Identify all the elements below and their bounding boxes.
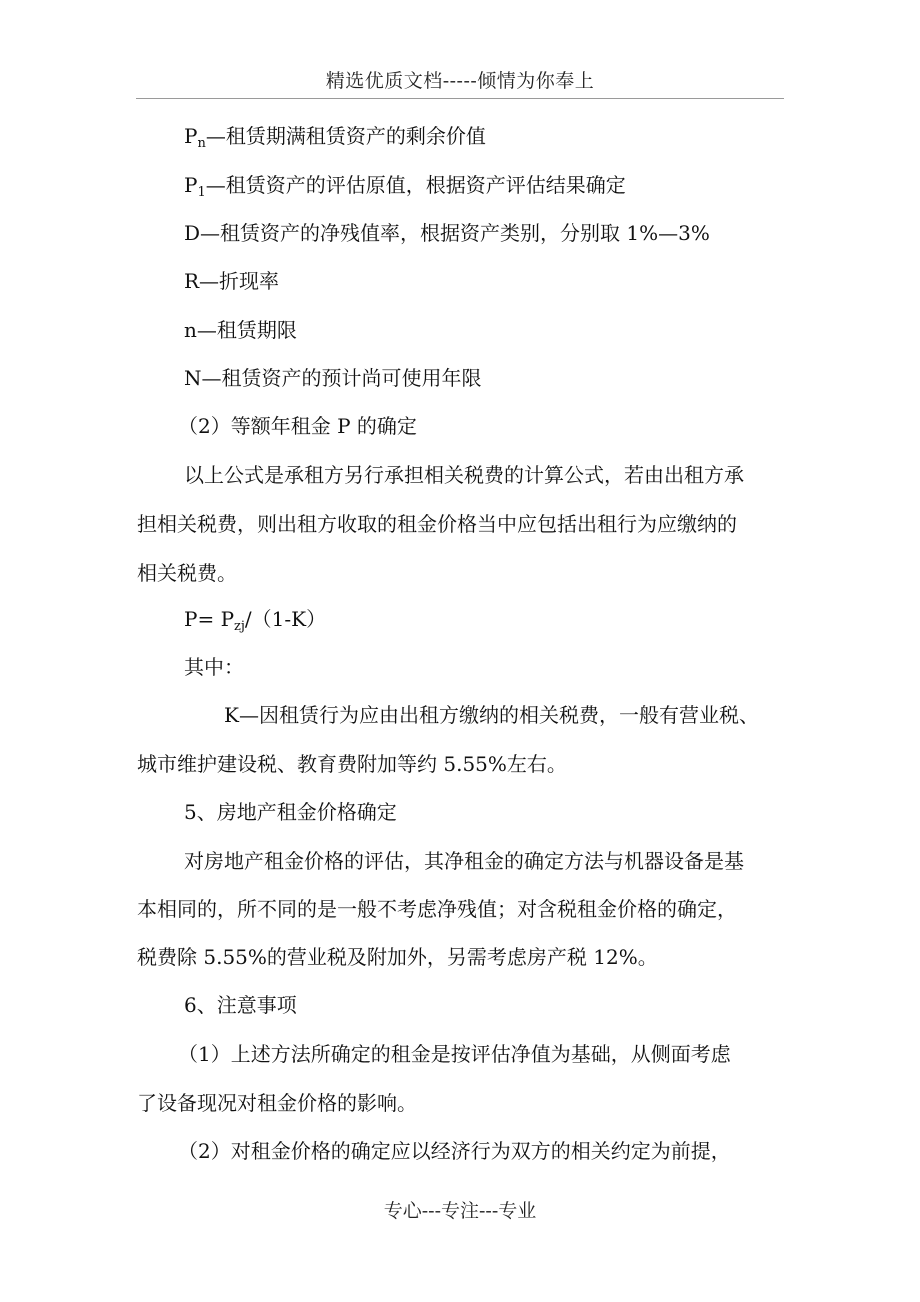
definition-d: D—租赁资产的净残值率，根据资产类别，分别取 1%—3% — [184, 221, 710, 245]
definition-p1 — [184, 173, 626, 200]
section5-para-line: 税费除 5.55%的营业税及附加外，另需考虑房产税 12%。 — [137, 945, 658, 969]
section6-item2-line: （2）对租金价格的确定应以经济行为双方的相关约定为前提， — [178, 1139, 731, 1163]
k-definition-line: 城市维护建设税、教育费附加等约 5.55%左右。 — [137, 752, 567, 776]
page-header: 精选优质文档-----倾情为你奉上 — [325, 70, 595, 92]
header-divider — [136, 98, 784, 99]
definition-p1-text: —租赁资产的评估原值，根据资产评估结果确定 — [205, 173, 626, 197]
section2-para-line: 相关税费。 — [137, 561, 237, 585]
formula-right: /（1-K） — [244, 607, 327, 631]
rent-formula — [184, 607, 327, 634]
section5-heading: 5、房地产租金价格确定 — [184, 800, 397, 824]
subscript-1: 1 — [197, 185, 206, 200]
section5-para-line: 本相同的，所不同的是一般不考虑净残值；对含税租金价格的确定， — [137, 897, 737, 921]
definition-n-lease: n—租赁期限 — [184, 318, 297, 342]
definition-n-life: N—租赁资产的预计尚可使用年限 — [184, 366, 482, 390]
page-footer: 专心---专注---专业 — [383, 1200, 537, 1222]
formula-subscript-zj: zj — [234, 619, 245, 634]
section2-heading: （2）等额年租金 P 的确定 — [178, 414, 417, 438]
section2-para-line: 担相关税费，则出租方收取的租金价格当中应包括出租行为应缴纳的 — [137, 512, 737, 536]
symbol-p: P — [184, 173, 198, 197]
where-label: 其中： — [184, 655, 244, 679]
subscript-n: n — [197, 136, 206, 151]
formula-left: P= P — [184, 607, 235, 631]
section6-heading: 6、注意事项 — [184, 993, 297, 1017]
definition-pn — [184, 124, 486, 151]
section2-para-line: 以上公式是承租方另行承担相关税费的计算公式，若由出租方承 — [184, 463, 744, 487]
section5-para-line: 对房地产租金价格的评估，其净租金的确定方法与机器设备是基 — [184, 849, 744, 873]
k-definition-line: K—因租赁行为应由出租方缴纳的相关税费，一般有营业税、 — [224, 703, 759, 727]
symbol-p: P — [184, 124, 198, 148]
definition-pn-text: —租赁期满租赁资产的剩余价值 — [205, 124, 486, 148]
section6-item1-line: （1）上述方法所确定的租金是按评估净值为基础，从侧面考虑 — [178, 1042, 731, 1066]
section6-item1-line: 了设备现况对租金价格的影响。 — [137, 1091, 417, 1115]
definition-r: R—折现率 — [184, 269, 280, 293]
